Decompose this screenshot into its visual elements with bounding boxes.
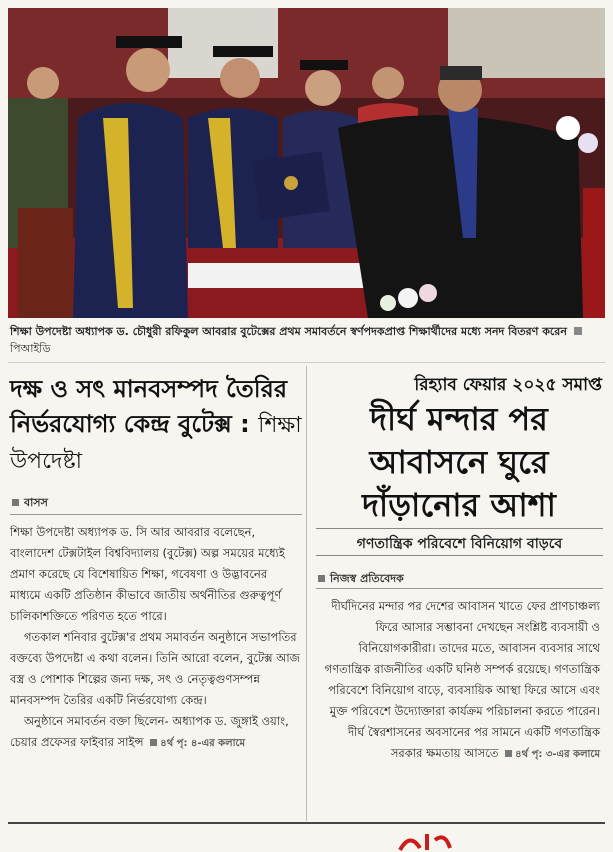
left-headline[interactable] bbox=[10, 372, 302, 479]
right-rule bbox=[316, 528, 603, 529]
right-article-body bbox=[316, 596, 600, 765]
left-article-body bbox=[10, 522, 300, 754]
left-byline-text: বাসস bbox=[24, 496, 48, 509]
left-headline-main: দক্ষ ও সৎ মানবসম্পদ তৈরির নির্ভরযোগ্য কেন্দ্র বুটেক্স : bbox=[10, 375, 288, 438]
graduation-photo bbox=[8, 8, 605, 318]
left-byline bbox=[12, 494, 48, 513]
left-paragraph: গতকাল শনিবার বুটেক্স'র প্রথম সমাবর্তন অনুষ্ঠানে সভাপতির বক্তব্যে উপদেষ্টা এ কথা বলেন। তিনি আরো বলেন, বুটেক্স আজ বস্ত্র ও পোশাক শিল্পের জন্য দক্ষ, সৎ ও নেতৃত্বগুণসম্পন্ন মানবসম্পদ তৈরির একটি নির্ভরযোগ্য কেন্দ্র। bbox=[10, 630, 300, 707]
right-rule bbox=[316, 555, 603, 556]
bottom-divider bbox=[8, 822, 605, 824]
right-subhead: গণতান্ত্রিক পরিবেশে বিনিয়োগ বাড়বে bbox=[356, 536, 563, 552]
left-jump-text: ৪র্থ পৃ: ৪-এর কলামে bbox=[160, 738, 246, 749]
left-paragraph bbox=[10, 711, 300, 754]
square-bullet-icon bbox=[12, 499, 19, 506]
section-divider bbox=[8, 362, 605, 363]
right-jump-text: ৪র্থ পৃ: ৩-এর কলামে bbox=[515, 749, 600, 760]
column-divider bbox=[306, 366, 307, 821]
right-byline-text: নিজস্ব প্রতিবেদক bbox=[330, 572, 404, 585]
right-byline bbox=[318, 570, 404, 589]
square-bullet-icon bbox=[150, 739, 157, 746]
right-paragraph bbox=[316, 596, 600, 765]
square-bullet-icon bbox=[574, 327, 582, 335]
right-rule bbox=[316, 588, 603, 589]
square-bullet-icon bbox=[318, 575, 325, 582]
right-jump-link[interactable] bbox=[502, 749, 600, 760]
right-headline[interactable]: দীর্ঘ মন্দার পর আবাসনে ঘুরে দাঁড়ানোর আশা bbox=[362, 400, 556, 524]
caption-text: শিক্ষা উপদেষ্টা অধ্যাপক ড. চৌধুরী রফিকুল আবরার বুটেক্সের প্রথম সমাবর্তনে স্বর্ণপদকপ্রাপ্ত শিক্ষার্থীদের মধ্যে সনদ বিতরণ করেন bbox=[10, 325, 567, 338]
right-paragraph-text: দীর্ঘদিনের মন্দার পর দেশের আবাসন খাতে ফের প্রাণচাঞ্চল্য ফিরে আসার সম্ভাবনা দেখছেন সংশ্লিষ্ট ব্যবসায়ী ও বিনিয়োগকারীরা। তাদের মতে, আবাসন ব্যবসার সাথে গণতান্ত্রিক রাজনীতির একটি ঘনিষ্ঠ সম্পর্ক রয়েছে। গণতান্ত্রিক পরিবেশে বিনিয়োগ বাড়ে, ব্যবসায়িক আস্থা ফিরে আসে এবং মুক্ত পরিবেশে উদ্যোক্তারা কার্যক্রম পরিচালনা করতে পারেন। দীর্ঘ স্বৈরশাসনের অবসানের পর সামনে একটি গণতান্ত্রিক সরকার ক্ষমতায় আসতে bbox=[324, 599, 600, 760]
left-paragraph: শিক্ষা উপদেষ্টা অধ্যাপক ড. সি আর আবরার বলেছেন, বাংলাদেশ টেক্সটাইল বিশ্ববিদ্যালয় (বুটেক্স) অল্প সময়ের মধ্যেই প্রমাণ করেছে যে বিশেষায়িত শিক্ষা, গবেষণা ও উদ্ভাবনের মাধ্যমে একটি প্রতিষ্ঠান কীভাবে জাতীয় অর্থনীতির গুরুত্বপূর্ণ চালিকাশক্তিতে পরিণত হতে পারে। bbox=[10, 525, 285, 623]
right-kicker: রিহ্যাব ফেয়ার ২০২৫ সমাপ্ত bbox=[414, 375, 602, 395]
left-rule bbox=[10, 514, 302, 515]
caption-source: পিআইডি bbox=[10, 342, 51, 355]
photo-caption bbox=[10, 323, 604, 357]
left-jump-link[interactable] bbox=[147, 738, 245, 749]
left-headline-sub: শিক্ষা উপদেষ্টা bbox=[10, 413, 302, 474]
next-headline-fragment bbox=[395, 830, 455, 852]
news-photo bbox=[8, 8, 605, 318]
left-paragraph-text: অনুষ্ঠানে সমাবর্তন বক্তা ছিলেন- অধ্যাপক ড. জুঙ্গাই ওয়াং, চেয়ার প্রফেসর ফাইবার সাইন্স bbox=[10, 714, 289, 749]
square-bullet-icon bbox=[505, 750, 512, 757]
